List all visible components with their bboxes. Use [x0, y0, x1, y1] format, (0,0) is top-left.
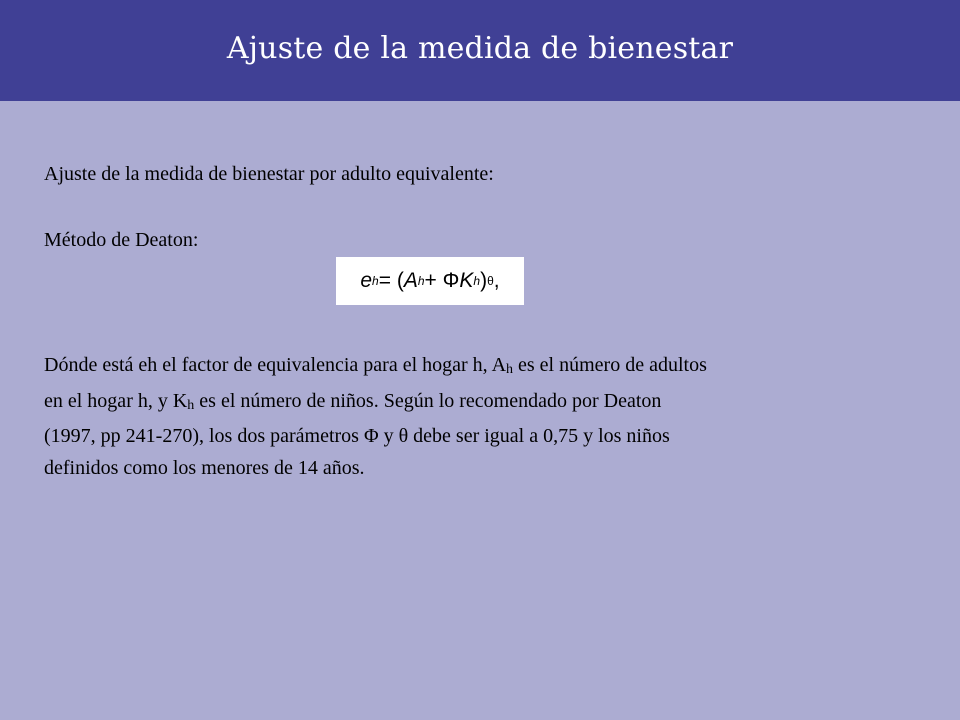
formula-plus-phi: + Φ	[424, 269, 460, 292]
explanation-paragraph	[44, 350, 944, 484]
formula-comma: ,	[493, 269, 500, 292]
method-label: Método de Deaton:	[44, 229, 199, 251]
title-bar	[0, 0, 960, 101]
paragraph-line-1-b: es el número de adultos	[513, 354, 707, 376]
deaton-formula	[336, 257, 524, 305]
paragraph-line-1	[44, 350, 944, 386]
paragraph-line-2-b: es el número de niños. Según lo recomendado por Deaton	[194, 389, 662, 412]
formula-sub-h2: h	[417, 274, 425, 288]
intro-text: Ajuste de la medida de bienestar por adulto equivalente:	[44, 163, 494, 185]
paragraph-line-1-a: Dónde está eh el factor de equivalencia para el hogar h, A	[44, 354, 507, 376]
formula-sub-h3: h	[473, 274, 481, 288]
paragraph-line-2	[44, 386, 944, 422]
formula-sub-h1: h	[372, 274, 379, 288]
formula-eq-open: = (	[378, 269, 404, 292]
slide-title: Ajuste de la medida de bienestar	[226, 31, 734, 66]
formula-A: A	[403, 269, 418, 292]
formula-close: )	[480, 269, 488, 292]
paragraph-line-2-sub: h	[187, 397, 195, 413]
paragraph-line-4: definidos como los menores de 14 años.	[44, 456, 365, 479]
formula-e: e	[360, 269, 373, 292]
paragraph-line-3: (1997, pp 241-270), los dos parámetros Φ y θ debe ser igual a 0,75 y los niños	[44, 425, 670, 447]
paragraph-line-1-sub: h	[506, 362, 514, 377]
formula-theta: θ	[487, 274, 494, 288]
paragraph-line-2-a: en el hogar h, y K	[44, 389, 188, 412]
formula-K: K	[459, 269, 474, 292]
